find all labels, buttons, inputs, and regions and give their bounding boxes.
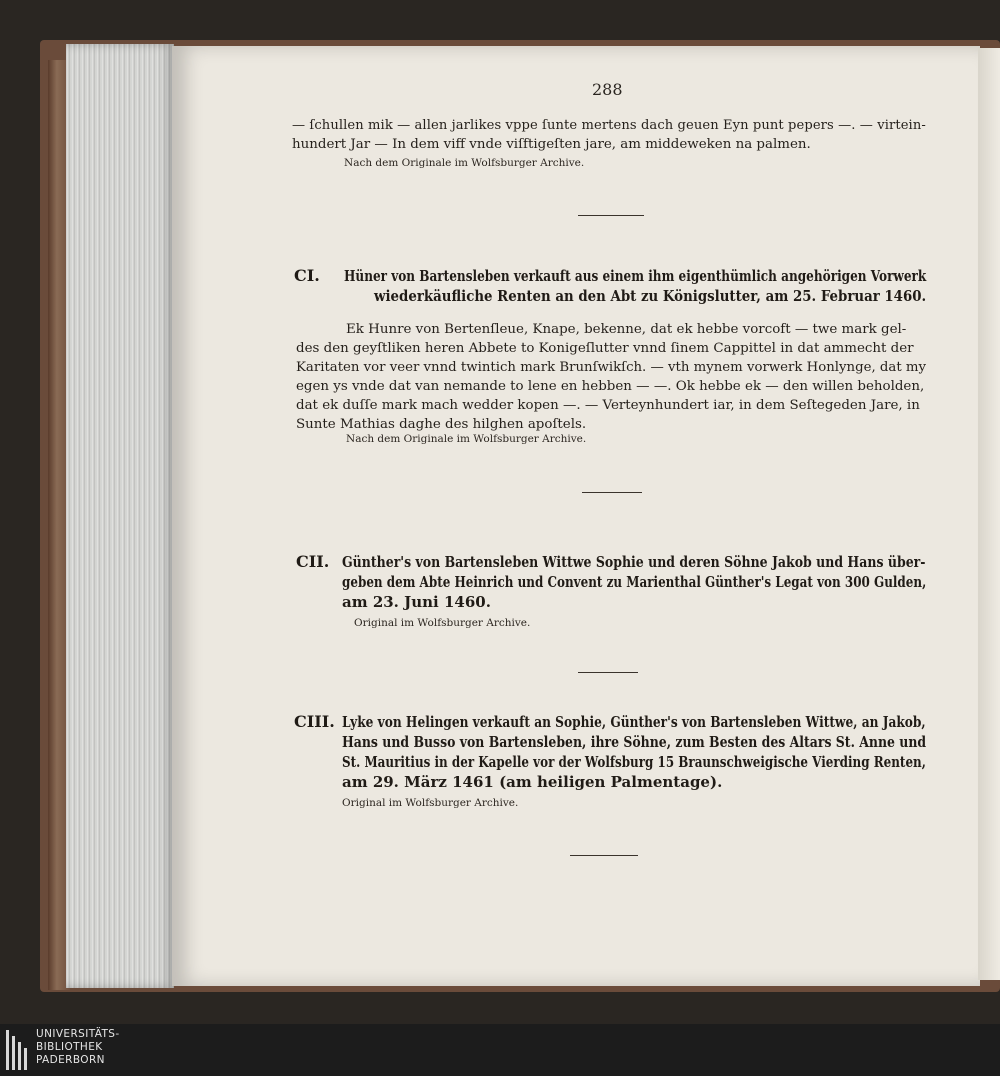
entry-ciii-heading-line-1: Lyke von Helingen verkauft an Sophie, Günther's von Bartensleben Wittwe, an Jakob, (342, 713, 926, 731)
entry-ci-heading-line-2: wiederkäufliche Renten an den Abt zu Königslutter, am 25. Februar 1460. (374, 287, 927, 305)
entry-ci-body-line-5: dat ek duſſe mark mach wedder kopen —. — Verteynhundert iar, in dem Seſtegeden Jare, in (296, 398, 920, 413)
entry-ciii-source: Original im Wolfsburger Archive. (342, 797, 519, 809)
entry-ci-body-line-6: Sunte Mathias daghe des hilghen apoſtels. (296, 417, 587, 432)
entry-ci-body-line-1: Ek Hunre von Bertenſleue, Knape, bekenne, dat ek hebbe vorcoft — twe mark gel- (346, 322, 907, 337)
footer-bar (0, 1024, 1000, 1076)
entry-cii-heading-line-1: Günther's von Bartensleben Wittwe Sophie und deren Söhne Jakob und Hans über- (342, 553, 926, 571)
entry-ci-source: Nach dem Originale im Wolfsburger Archive. (346, 433, 587, 445)
entry-cii-number: CII. (296, 552, 330, 571)
library-logo-icon (6, 1030, 30, 1070)
entry-ciii-heading-line-2: Hans und Busso von Bartensleben, ihre Söhne, zum Besten des Altars St. Anne und (342, 733, 927, 751)
intro-line-1: — ſchullen mik — allen jarlikes vppe ſunte mertens dach geuen Eyn punt pepers —. — virtein- (292, 118, 926, 133)
book-page (172, 46, 980, 986)
entry-ciii-number: CIII. (294, 712, 335, 731)
divider-1 (578, 215, 644, 216)
page-right-edge (978, 48, 1000, 980)
library-logo-line-2: BIBLIOTHEK (36, 1041, 103, 1053)
entry-ci-body-line-2: des den geyſtliken heren Abbete to Konigeſlutter vnnd ſinem Cappittel in dat ammecht der (296, 341, 914, 356)
entry-ci-body-line-4: egen ys vnde dat van nemande to lene en hebben — —. Ok hebbe ek — den willen beholden, (296, 379, 925, 394)
divider-2 (582, 492, 642, 493)
entry-cii-heading-line-3: am 23. Juni 1460. (342, 593, 491, 611)
intro-line-2: hundert Jar — In dem viff vnde viſftigeſten jare, am middeweken na palmen. (292, 137, 811, 152)
intro-source: Nach dem Originale im Wolfsburger Archive. (344, 157, 585, 169)
entry-cii-source: Original im Wolfsburger Archive. (354, 617, 531, 629)
entry-ci-body-line-3: Karitaten vor veer vnnd twintich mark Brunſwikſch. — vth mynem vorwerk Honlynge, dat my (296, 360, 927, 375)
page-edges (66, 44, 174, 988)
divider-3 (578, 672, 638, 673)
entry-ci-number: CI. (294, 266, 320, 285)
library-logo-line-1: UNIVERSITÄTS- (36, 1028, 120, 1040)
entry-ci-heading-line-1: Hüner von Bartensleben verkauft aus einem ihm eigenthümlich angehörigen Vorwerk (344, 267, 927, 285)
entry-ciii-heading-line-4: am 29. März 1461 (am heiligen Palmentage). (342, 773, 723, 791)
page-number: 288 (592, 80, 623, 99)
entry-ciii-heading-line-3: St. Mauritius in der Kapelle vor der Wolfsburg 15 Braunschweigische Vierding Renten, (342, 753, 926, 771)
entry-cii-heading-line-2: geben dem Abte Heinrich und Convent zu Marienthal Günther's Legat von 300 Gulden, (342, 573, 927, 591)
divider-4 (570, 855, 638, 856)
library-logo-line-3: PADERBORN (36, 1054, 105, 1066)
